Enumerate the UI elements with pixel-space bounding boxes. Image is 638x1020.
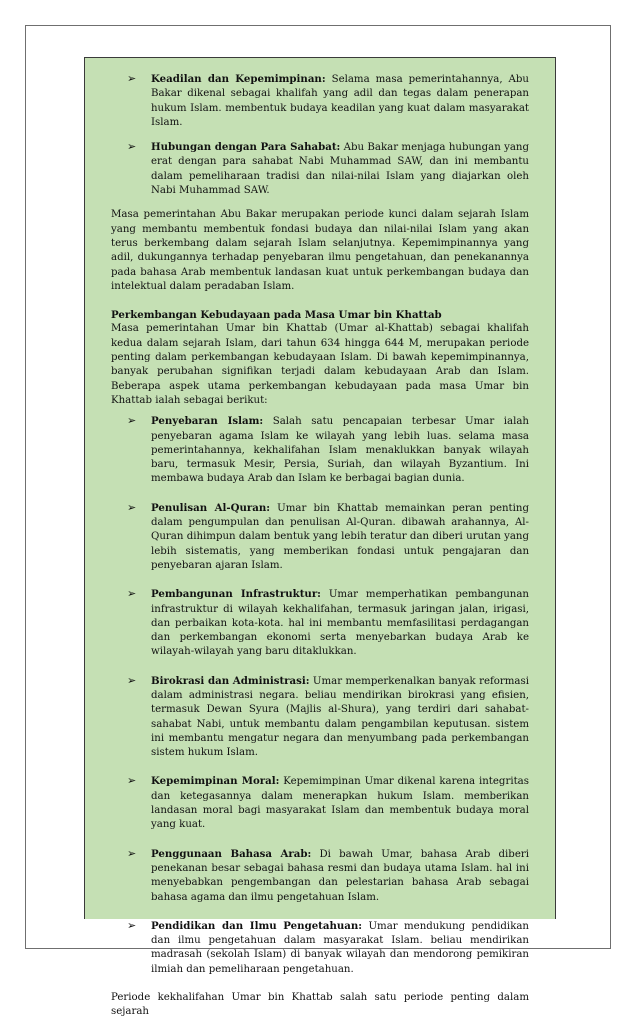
bullet-item xyxy=(111,72,529,130)
bullet-title: Hubungan dengan Para Sahabat: xyxy=(151,141,341,154)
bullet-title: Keadilan dan Kepemimpinan: xyxy=(151,73,326,85)
bullet-item xyxy=(111,140,529,198)
closing-paragraph: Periode kekhalifahan Umar bin Khattab salah satu periode penting dalam sejarah xyxy=(111,992,529,1018)
bullet-title: Penyebaran Islam: xyxy=(151,415,264,428)
umar-bullet-list xyxy=(111,414,529,977)
bullet-item xyxy=(111,919,529,977)
arrow-bullet-icon: ➢ xyxy=(127,140,137,154)
bullet-item xyxy=(111,501,529,573)
arrow-bullet-icon: ➢ xyxy=(127,72,137,85)
arrow-bullet-icon: ➢ xyxy=(127,918,137,932)
arrow-bullet-icon: ➢ xyxy=(127,414,137,428)
abu-bakar-bullet-list xyxy=(111,72,529,198)
bullet-title: Penggunaan Bahasa Arab: xyxy=(151,847,312,860)
bullet-item xyxy=(111,774,529,832)
bullet-item xyxy=(111,674,529,761)
section-heading: Perkembangan Kebudayaan pada Masa Umar bin Khattab xyxy=(111,309,442,322)
bullet-text: Umar memperkenalkan banyak reformasi dalam administrasi negara. beliau mendirikan birokrasi yang efisien, termasuk Dewan Syura (Majlis al-Shura), yang terdiri dari sahabat-sahabat Nabi, untuk membantu dalam pengambilan keputusan. sistem ini membantu mengatur negara dan menyumbang pada perkembangan sistem hukum Islam. xyxy=(151,675,529,759)
section-intro-paragraph: Masa pemerintahan Umar bin Khattab (Umar al-Khattab) sebagai khalifah kedua dalam sejarah Islam, dari tahun 634 hingga 644 M, merupakan periode penting dalam perkembangan kebudayaan Islam. Di bawah kepemimpinannya, banyak perubahan signifikan terjadi dalam kebudayaan Arab dan Islam. Beberapa aspek utama perkembangan kebudayaan pada masa Umar bin Khattab ialah sebagai berikut: xyxy=(111,323,529,406)
bullet-title: Kepemimpinan Moral: xyxy=(151,775,280,788)
bullet-title: Penulisan Al-Quran: xyxy=(151,501,271,514)
bullet-item xyxy=(111,847,529,905)
abu-bakar-summary-paragraph: Masa pemerintahan Abu Bakar merupakan periode kunci dalam sejarah Islam yang membantu membentuk fondasi budaya dan nilai-nilai Islam yang akan terus berkembang dalam sejarah Islam selanjutnya. Kepemimpinannya yang adil, dukungannya terhadap penyebaran ilmu pengetahuan, dan penekanannya pada bahasa Arab membentuk landasan kuat untuk perkembangan budaya dan intelektual dalam peradaban Islam. xyxy=(111,209,529,292)
bullet-text: Umar memperhatikan pembangunan infrastruktur di wilayah kekhalifahan, termasuk jaringan jalan, irigasi, dan perbaikan kota-kota. hal ini membantu memfasilitasi perdagangan dan perkembangan ekonomi serta menyebarkan budaya Arab ke wilayah-wilayah yang baru ditaklukkan. xyxy=(151,589,529,658)
arrow-bullet-icon: ➢ xyxy=(127,587,137,601)
bullet-item xyxy=(111,587,529,659)
bullet-title: Pembangunan Infrastruktur: xyxy=(151,588,321,601)
arrow-bullet-icon: ➢ xyxy=(127,846,137,860)
bullet-title: Birokrasi dan Administrasi: xyxy=(151,674,310,687)
bullet-title: Pendidikan dan Ilmu Pengetahuan: xyxy=(151,919,363,932)
bullet-text: Kepemimpinan Umar dikenal karena integritas dan ketegasannya dalam menerapkan hukum Islam. memberikan landasan moral bagi masyarakat Islam dan membentuk budaya moral yang kuat. xyxy=(151,776,529,831)
bullet-item xyxy=(111,414,529,486)
arrow-bullet-icon: ➢ xyxy=(127,774,137,788)
arrow-bullet-icon: ➢ xyxy=(127,673,137,687)
content-box xyxy=(84,57,556,1018)
bullet-text: Abu Bakar menjaga hubungan yang erat dengan para sahabat Nabi Muhammad SAW, dan ini membantu dalam pemeliharaan tradisi dan nilai-nilai Islam yang diajarkan oleh Nabi Muhammad SAW. xyxy=(151,142,530,197)
bullet-text: Di bawah Umar, bahasa Arab diberi penekanan besar sebagai bahasa resmi dan budaya utama Islam. hal ini menyebabkan pengembangan dan pelestarian bahasa Arab sebagai bahasa agama dan ilmu pengetahuan Islam. xyxy=(151,848,529,903)
bullet-text: Umar mendukung pendidikan dan ilmu pengetahuan dalam masyarakat Islam. beliau mendirikan madrasah (sekolah Islam) di banyak wilayah dan mendorong pemikiran ilmiah dan pemeliharaan pengetahuan. xyxy=(151,920,529,975)
arrow-bullet-icon: ➢ xyxy=(127,500,137,514)
bullet-text: Salah satu pencapaian terbesar Umar ialah penyebaran agama Islam ke wilayah yang lebih luas. selama masa pemerintahannya, kekhalifahan Islam menaklukkan banyak wilayah baru, termasuk Mesir, Persia, Suriah, dan wilayah Byzantium. Ini membawa budaya Arab dan Islam ke berbagai bagian dunia. xyxy=(151,416,529,485)
bullet-text: Umar bin Khattab memainkan peran penting dalam pengumpulan dan penulisan Al-Quran. dibawah arahannya, Al-Quran dihimpun dalam bentuk yang lebih teratur dan diberi urutan yang lebih sistematis, yang memberikan fondasi untuk pengajaran dan penyebaran ajaran Islam. xyxy=(151,502,529,571)
bullet-text: Selama masa pemerintahannya, Abu Bakar dikenal sebagai khalifah yang adil dan tegas dalam penerapan hukum Islam. membentuk budaya keadilan yang kuat dalam masyarakat Islam. xyxy=(151,74,529,128)
